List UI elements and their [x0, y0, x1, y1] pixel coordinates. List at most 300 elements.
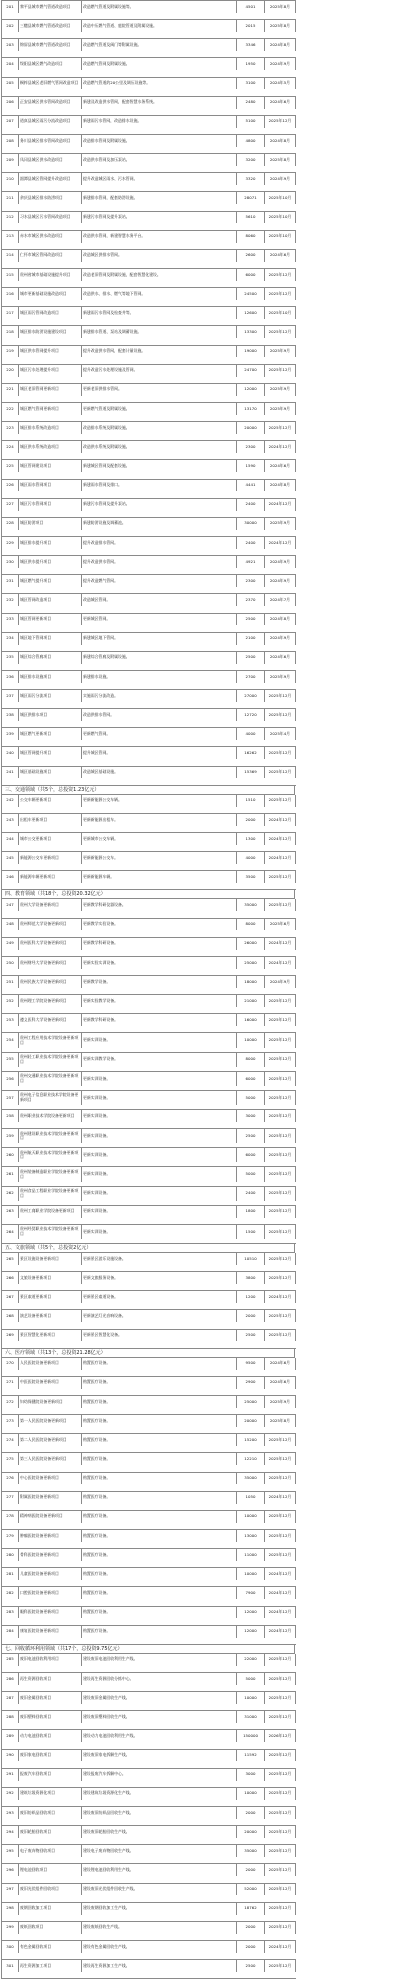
row-number: 263: [2, 1206, 19, 1218]
table-row: [1, 871, 296, 890]
project-content: 更新新能源公交车辆。: [82, 795, 237, 807]
completion-date: 2025年12月: [265, 1769, 296, 1781]
project-content: 新建雨水管网及排口。: [82, 480, 237, 492]
row-number: 245: [2, 852, 19, 864]
project-content: 更新老旧供排水管网。: [82, 384, 237, 396]
investment-amount: 2015: [237, 20, 265, 32]
completion-date: 2025年9月: [265, 518, 296, 530]
table-row: [1, 1187, 296, 1206]
completion-date: 2024年8月: [265, 614, 296, 626]
row-number: 207: [2, 116, 19, 128]
row-number: 267: [2, 1291, 19, 1303]
investment-amount: 8000: [237, 1053, 265, 1067]
project-content: 实施雨污分流改造。: [82, 690, 237, 702]
project-name: 演艺设备更新项目: [19, 1310, 82, 1322]
completion-date: 2025年10月: [265, 192, 296, 204]
table-row: [1, 422, 296, 441]
row-number: 238: [2, 709, 19, 721]
table-row: [1, 1453, 296, 1472]
project-content: 购置医疗设备。: [82, 1530, 237, 1542]
project-content: 建设有色金属回收生产线。: [82, 1941, 237, 1953]
completion-date: 2025年9月: [265, 1396, 296, 1408]
completion-date: 2025年4月: [265, 728, 296, 740]
project-content: 建设废旧轮胎回收生产线。: [82, 1826, 237, 1838]
project-name: 务川县城区排水管网改造项目: [19, 135, 82, 147]
investment-amount: 27000: [237, 690, 265, 702]
project-content: 新建排水设施。: [82, 671, 237, 683]
row-number: 290: [2, 1750, 19, 1762]
section-header: 七、回收循环利用领域（共17个，总投资9.75亿元）: [1, 1645, 295, 1654]
project-name: 妇幼保健院设备更新项目: [19, 1396, 82, 1408]
project-name: 贵州电子信息职业技术学院设备更新项目: [19, 1091, 82, 1105]
project-name: 凤冈县城区供水改造项目: [19, 154, 82, 166]
project-name: 贵州师范大学设备更新项目: [19, 919, 82, 931]
table-row: [1, 1473, 296, 1492]
project-content: 建设动力电池回收利用生产线。: [82, 1730, 237, 1742]
investment-amount: 35000: [237, 1473, 265, 1485]
completion-date: 2025年12月: [265, 1225, 296, 1239]
completion-date: 2025年12月: [265, 1330, 296, 1342]
project-content: 建设电子废弃物回收生产线。: [82, 1845, 237, 1857]
project-content: 提升城区管网。: [82, 747, 237, 759]
investment-amount: 2400: [237, 499, 265, 511]
row-number: 222: [2, 403, 19, 415]
row-number: 250: [2, 957, 19, 969]
investment-amount: 24700: [237, 365, 265, 377]
project-name: 贵州财经大学设备更新项目: [19, 957, 82, 969]
completion-date: 2024年6月: [265, 460, 296, 472]
project-content: 改造供水、排水、燃气等地下管网。: [82, 288, 237, 300]
project-content: 新建城区地下管网。: [82, 633, 237, 645]
row-number: 300: [2, 1941, 19, 1953]
project-content: 建设废旧塑料回收生产线。: [82, 1711, 237, 1723]
row-number: 224: [2, 441, 19, 453]
row-number: 278: [2, 1511, 19, 1523]
investment-amount: 1300: [237, 833, 265, 845]
completion-date: 2025年12月: [265, 871, 296, 883]
row-number: 262: [2, 1187, 19, 1201]
table-row: [1, 1750, 296, 1769]
table-row: [1, 556, 296, 575]
table-row: [1, 1053, 296, 1072]
row-number: 244: [2, 833, 19, 845]
project-content: 更新实验实训设备。: [82, 957, 237, 969]
table-row: [1, 1415, 296, 1434]
table-row: [1, 1253, 296, 1272]
investment-amount: 2100: [237, 633, 265, 645]
project-content: 更新教学科研设备。: [82, 938, 237, 950]
investment-amount: 4501: [237, 1, 265, 13]
row-number: 237: [2, 690, 19, 702]
table-row: [1, 1110, 296, 1129]
investment-amount: 35000: [237, 899, 265, 911]
row-number: 287: [2, 1692, 19, 1704]
project-name: 三穗县城市燃气管道改造项目: [19, 20, 82, 32]
project-name: 城区排水设施项目: [19, 671, 82, 683]
table-row: [1, 594, 296, 613]
investment-amount: 35000: [237, 1845, 265, 1857]
section-header: 五、文旅领域（共5个，总投资2亿元）: [1, 1244, 295, 1253]
completion-date: 2024年6月: [265, 250, 296, 262]
project-name: 城区燃气提升项目: [19, 575, 82, 587]
project-content: 购置医疗设备。: [82, 1511, 237, 1523]
investment-amount: 2000: [237, 1941, 265, 1953]
investment-amount: 2700: [237, 671, 265, 683]
row-number: 241: [2, 767, 19, 779]
row-number: 275: [2, 1453, 19, 1465]
project-name: 报废汽车回收项目: [19, 1769, 82, 1781]
project-name: 废旧塑料回收项目: [19, 1711, 82, 1723]
project-content: 新建及改造供水管网，配套智慧水务系统。: [82, 97, 237, 109]
project-name: 废纸回收项目: [19, 1922, 82, 1934]
investment-amount: 4000: [237, 852, 265, 864]
table-row: [1, 1960, 296, 1979]
project-content: 更新实训设备。: [82, 1129, 237, 1143]
investment-amount: 31000: [237, 1711, 265, 1723]
project-name: 有色金属回收项目: [19, 1941, 82, 1953]
completion-date: 2024年12月: [265, 1607, 296, 1619]
document-table: [1, 0, 397, 1979]
project-content: 建设废旧金属回收生产线。: [82, 1692, 237, 1704]
table-row: [1, 938, 296, 957]
completion-date: 2025年8月: [265, 20, 296, 32]
row-number: 268: [2, 1310, 19, 1322]
project-content: 改造中压燃气管道、庭院管道及附属设施。: [82, 20, 237, 32]
project-name: 景区智慧化更新项目: [19, 1330, 82, 1342]
project-name: 贵州职业技术学院设备更新项目: [19, 1110, 82, 1122]
table-row: [1, 192, 296, 211]
completion-date: 2025年12月: [265, 1091, 296, 1105]
investment-amount: 4921: [237, 556, 265, 568]
project-content: 更新实验教学设备。: [82, 995, 237, 1007]
investment-amount: 3800: [237, 1272, 265, 1284]
investment-amount: 21000: [237, 995, 265, 1007]
project-name: 城区老旧管网更新项目: [19, 384, 82, 396]
row-number: 246: [2, 871, 19, 883]
project-content: 建设锂电池回收利用生产线。: [82, 1864, 237, 1876]
completion-date: 2025年9月: [265, 346, 296, 358]
table-row: [1, 1607, 296, 1626]
project-content: 购置医疗设备。: [82, 1587, 237, 1599]
investment-amount: 30000: [237, 518, 265, 530]
row-number: 216: [2, 288, 19, 300]
project-name: 湄潭县城区管网提升改造项目: [19, 173, 82, 185]
investment-amount: 1510: [237, 795, 265, 807]
table-row: [1, 441, 296, 460]
project-name: 贵州航天职业技术学院设备更新项目: [19, 1148, 82, 1162]
row-number: 234: [2, 633, 19, 645]
row-number: 201: [2, 1, 19, 13]
project-name: 贵州理工学院设备更新项目: [19, 995, 82, 1007]
row-number: 274: [2, 1434, 19, 1446]
row-number: 289: [2, 1730, 19, 1742]
table-row: [1, 97, 296, 116]
project-name: 城区供水管网提升项目: [19, 346, 82, 358]
investment-amount: 3000: [237, 1769, 265, 1781]
investment-amount: 3320: [237, 173, 265, 185]
completion-date: 2025年12月: [265, 1826, 296, 1838]
project-name: 新能源公交车更新项目: [19, 852, 82, 864]
table-row: [1, 1884, 296, 1903]
row-number: 288: [2, 1711, 19, 1723]
table-row: [1, 1845, 296, 1864]
table-row: [1, 1072, 296, 1091]
project-name: 城区基础设施项目: [19, 767, 82, 779]
completion-date: 2024年12月: [265, 814, 296, 826]
project-content: 改造燃气管道及阀门等附属设施。: [82, 39, 237, 51]
investment-amount: 5000: [237, 1673, 265, 1685]
project-content: 购置医疗设备。: [82, 1396, 237, 1408]
table-row: [1, 575, 296, 594]
row-number: 271: [2, 1377, 19, 1389]
row-number: 233: [2, 614, 19, 626]
table-row: [1, 346, 296, 365]
row-number: 269: [2, 1330, 19, 1342]
row-number: 285: [2, 1654, 19, 1666]
row-number: 266: [2, 1272, 19, 1284]
investment-amount: 19000: [237, 346, 265, 358]
investment-amount: 13170: [237, 403, 265, 415]
row-number: 205: [2, 78, 19, 90]
project-name: 贵州经贸职业技术学院设备更新项目: [19, 1225, 82, 1239]
row-number: 242: [2, 795, 19, 807]
project-content: 更新燃气管网。: [82, 728, 237, 740]
row-number: 251: [2, 976, 19, 988]
row-number: 243: [2, 814, 19, 826]
project-name: 公交车辆更新项目: [19, 795, 82, 807]
table-row: [1, 1492, 296, 1511]
project-content: 建设再生资源加工生产线。: [82, 1960, 237, 1972]
investment-amount: 26000: [237, 938, 265, 950]
project-content: 建设建筑垃圾资源化生产线。: [82, 1788, 237, 1800]
project-name: 贵州建设职业技术学院设备更新项目: [19, 1129, 82, 1143]
row-number: 203: [2, 39, 19, 51]
investment-amount: 2400: [237, 537, 265, 549]
row-number: 223: [2, 422, 19, 434]
project-content: 改造老旧管网及附属设施，配套智慧化建设。: [82, 269, 237, 281]
project-content: 建设废纸回收生产线。: [82, 1922, 237, 1934]
project-content: 更新燃气管道及附属设施。: [82, 403, 237, 415]
row-number: 221: [2, 384, 19, 396]
project-content: 更新实训设备。: [82, 1110, 237, 1122]
section-header: 三、交通领域（共5个，总投资1.23亿元）: [1, 786, 295, 795]
project-name: 赤水市城区供水改造项目: [19, 231, 82, 243]
row-number: 252: [2, 995, 19, 1007]
table-row: [1, 1922, 296, 1941]
row-number: 211: [2, 192, 19, 204]
row-number: 229: [2, 537, 19, 549]
investment-amount: 10510: [237, 1253, 265, 1265]
row-number: 279: [2, 1530, 19, 1542]
project-content: 改造供水管网，新建智慧水务平台。: [82, 231, 237, 243]
investment-amount: 5000: [237, 1167, 265, 1181]
project-content: 更新实训设备。: [82, 1072, 237, 1086]
completion-date: 2026年12月: [265, 1730, 296, 1742]
table-row: [1, 995, 296, 1014]
row-number: 220: [2, 365, 19, 377]
row-number: 257: [2, 1091, 19, 1105]
project-content: 建设废旧光伏组件回收生产线。: [82, 1884, 237, 1896]
row-number: 292: [2, 1788, 19, 1800]
project-name: 城区管网更新项目: [19, 614, 82, 626]
project-name: 第一人民医院设备更新项目: [19, 1415, 82, 1427]
investment-amount: 10000: [237, 1568, 265, 1580]
completion-date: 2025年12月: [265, 1129, 296, 1143]
project-name: 废旧金属回收项目: [19, 1692, 82, 1704]
row-number: 281: [2, 1568, 19, 1580]
table-row: [1, 1864, 296, 1883]
row-number: 280: [2, 1549, 19, 1561]
investment-amount: 15369: [237, 767, 265, 779]
project-name: 城区供排水项目: [19, 709, 82, 721]
project-content: 更新教学科研设备。: [82, 1014, 237, 1026]
project-content: 改造城区管网。: [82, 594, 237, 606]
completion-date: 2024年9月: [265, 633, 296, 645]
completion-date: 2025年12月: [265, 1014, 296, 1026]
table-row: [1, 518, 296, 537]
project-content: 改造排水管网及附属设施。: [82, 135, 237, 147]
completion-date: 2024年12月: [265, 1568, 296, 1580]
project-content: 新建综合管廊及附属设施。: [82, 652, 237, 664]
project-name: 电子废弃物回收项目: [19, 1845, 82, 1857]
investment-amount: 11000: [237, 1549, 265, 1561]
completion-date: 2025年6月: [265, 919, 296, 931]
row-number: 301: [2, 1960, 19, 1972]
project-name: 废旧家电回收项目: [19, 1750, 82, 1762]
table-row: [1, 39, 296, 58]
project-name: 贵州省城市基础设施提升项目: [19, 269, 82, 281]
completion-date: 2024年9月: [265, 556, 296, 568]
investment-amount: 1590: [237, 460, 265, 472]
completion-date: 2025年12月: [265, 365, 296, 377]
project-name: 新能源车辆更新项目: [19, 871, 82, 883]
completion-date: 2025年12月: [265, 1884, 296, 1896]
project-name: 城区雨污管网改造项目: [19, 307, 82, 319]
investment-amount: 2500: [237, 614, 265, 626]
row-number: 247: [2, 899, 19, 911]
project-content: 更新教学科研仪器设备。: [82, 899, 237, 911]
investment-amount: 10000: [237, 1033, 265, 1047]
investment-amount: 12000: [237, 384, 265, 396]
project-content: 更新实训教学设备。: [82, 1053, 237, 1067]
project-name: 桐梓县城区老旧燃气管网改造项目: [19, 78, 82, 90]
investment-amount: 8060: [237, 231, 265, 243]
investment-amount: 12600: [237, 307, 265, 319]
investment-amount: 2000: [237, 1807, 265, 1819]
investment-amount: 11592: [237, 1750, 265, 1762]
table-row: [1, 633, 296, 652]
completion-date: 2025年12月: [265, 1673, 296, 1685]
project-content: 新建排水管网，配套防涝设施。: [82, 192, 237, 204]
project-content: 新建雨污水管网及检查井等。: [82, 307, 237, 319]
table-row: [1, 1377, 296, 1396]
table-row: [1, 480, 296, 499]
project-content: 更新新能源车辆。: [82, 871, 237, 883]
table-row: [1, 1033, 296, 1052]
table-row: [1, 1626, 296, 1645]
completion-date: 2025年12月: [265, 1473, 296, 1485]
project-content: 改造排水系统及附属设施。: [82, 422, 237, 434]
row-number: 231: [2, 575, 19, 587]
row-number: 215: [2, 269, 19, 281]
row-number: 291: [2, 1769, 19, 1781]
table-row: [1, 690, 296, 709]
row-number: 259: [2, 1129, 19, 1143]
project-content: 更新教学设备。: [82, 976, 237, 988]
investment-amount: 4441: [237, 480, 265, 492]
project-content: 更新实训设备。: [82, 1091, 237, 1105]
section-header: 六、医疗领域（共13个，总投资21.28亿元）: [1, 1349, 295, 1358]
table-row: [1, 814, 296, 833]
row-number: 293: [2, 1807, 19, 1819]
table-row: [1, 1225, 296, 1244]
project-content: 购置医疗设备。: [82, 1415, 237, 1427]
project-name: 第三人民医院设备更新项目: [19, 1453, 82, 1465]
project-name: 儿童医院设备更新项目: [19, 1568, 82, 1580]
row-number: 298: [2, 1903, 19, 1915]
table-row: [1, 0, 296, 20]
completion-date: 2025年12月: [265, 1434, 296, 1446]
table-row: [1, 919, 296, 938]
table-row: [1, 652, 296, 671]
project-name: 城区管网建设项目: [19, 460, 82, 472]
investment-amount: 18762: [237, 1903, 265, 1915]
row-number: 256: [2, 1072, 19, 1086]
row-number: 295: [2, 1845, 19, 1857]
investment-amount: 15200: [237, 1434, 265, 1446]
row-number: 261: [2, 1167, 19, 1181]
table-row: [1, 795, 296, 814]
row-number: 210: [2, 173, 19, 185]
completion-date: 2024年9月: [265, 575, 296, 587]
row-number: 206: [2, 97, 19, 109]
project-content: 更新景区游乐设施设备。: [82, 1253, 237, 1265]
project-name: 贵州大学设备更新项目: [19, 899, 82, 911]
row-number: 225: [2, 460, 19, 472]
investment-amount: 4800: [237, 135, 265, 147]
completion-date: 2024年9月: [265, 173, 296, 185]
completion-date: 2024年5月: [265, 78, 296, 90]
project-name: 口腔医院设备更新项目: [19, 1587, 82, 1599]
project-name: 贵州轻工职业技术学院设备更新项目: [19, 1053, 82, 1067]
completion-date: 2024年12月: [265, 938, 296, 950]
table-row: [1, 231, 296, 250]
project-content: 更新实训设备。: [82, 1225, 237, 1239]
completion-date: 2025年12月: [265, 899, 296, 911]
project-name: 废旧纺织品回收项目: [19, 1807, 82, 1819]
project-content: 购置医疗设备。: [82, 1358, 237, 1370]
project-content: 购置医疗设备。: [82, 1607, 237, 1619]
project-content: 新建城区管网及配套设施。: [82, 460, 237, 472]
investment-amount: 6000: [237, 269, 265, 281]
completion-date: 2025年12月: [265, 1272, 296, 1284]
table-row: [1, 1434, 296, 1453]
project-name: 精神病医院设备更新项目: [19, 1511, 82, 1523]
project-name: 余庆县城区排水防涝项目: [19, 192, 82, 204]
project-content: 提升改造燃气管网。: [82, 575, 237, 587]
row-number: 273: [2, 1415, 19, 1427]
table-row: [1, 1826, 296, 1845]
completion-date: 2025年12月: [265, 1750, 296, 1762]
completion-date: 2025年12月: [265, 1072, 296, 1086]
table-row: [1, 1310, 296, 1329]
project-name: 再生资源回收项目: [19, 1673, 82, 1685]
investment-amount: 22000: [237, 1654, 265, 1666]
row-number: 286: [2, 1673, 19, 1685]
investment-amount: 2400: [237, 1187, 265, 1201]
completion-date: 2025年12月: [265, 1206, 296, 1218]
project-name: 附属医院设备更新项目: [19, 1492, 82, 1504]
